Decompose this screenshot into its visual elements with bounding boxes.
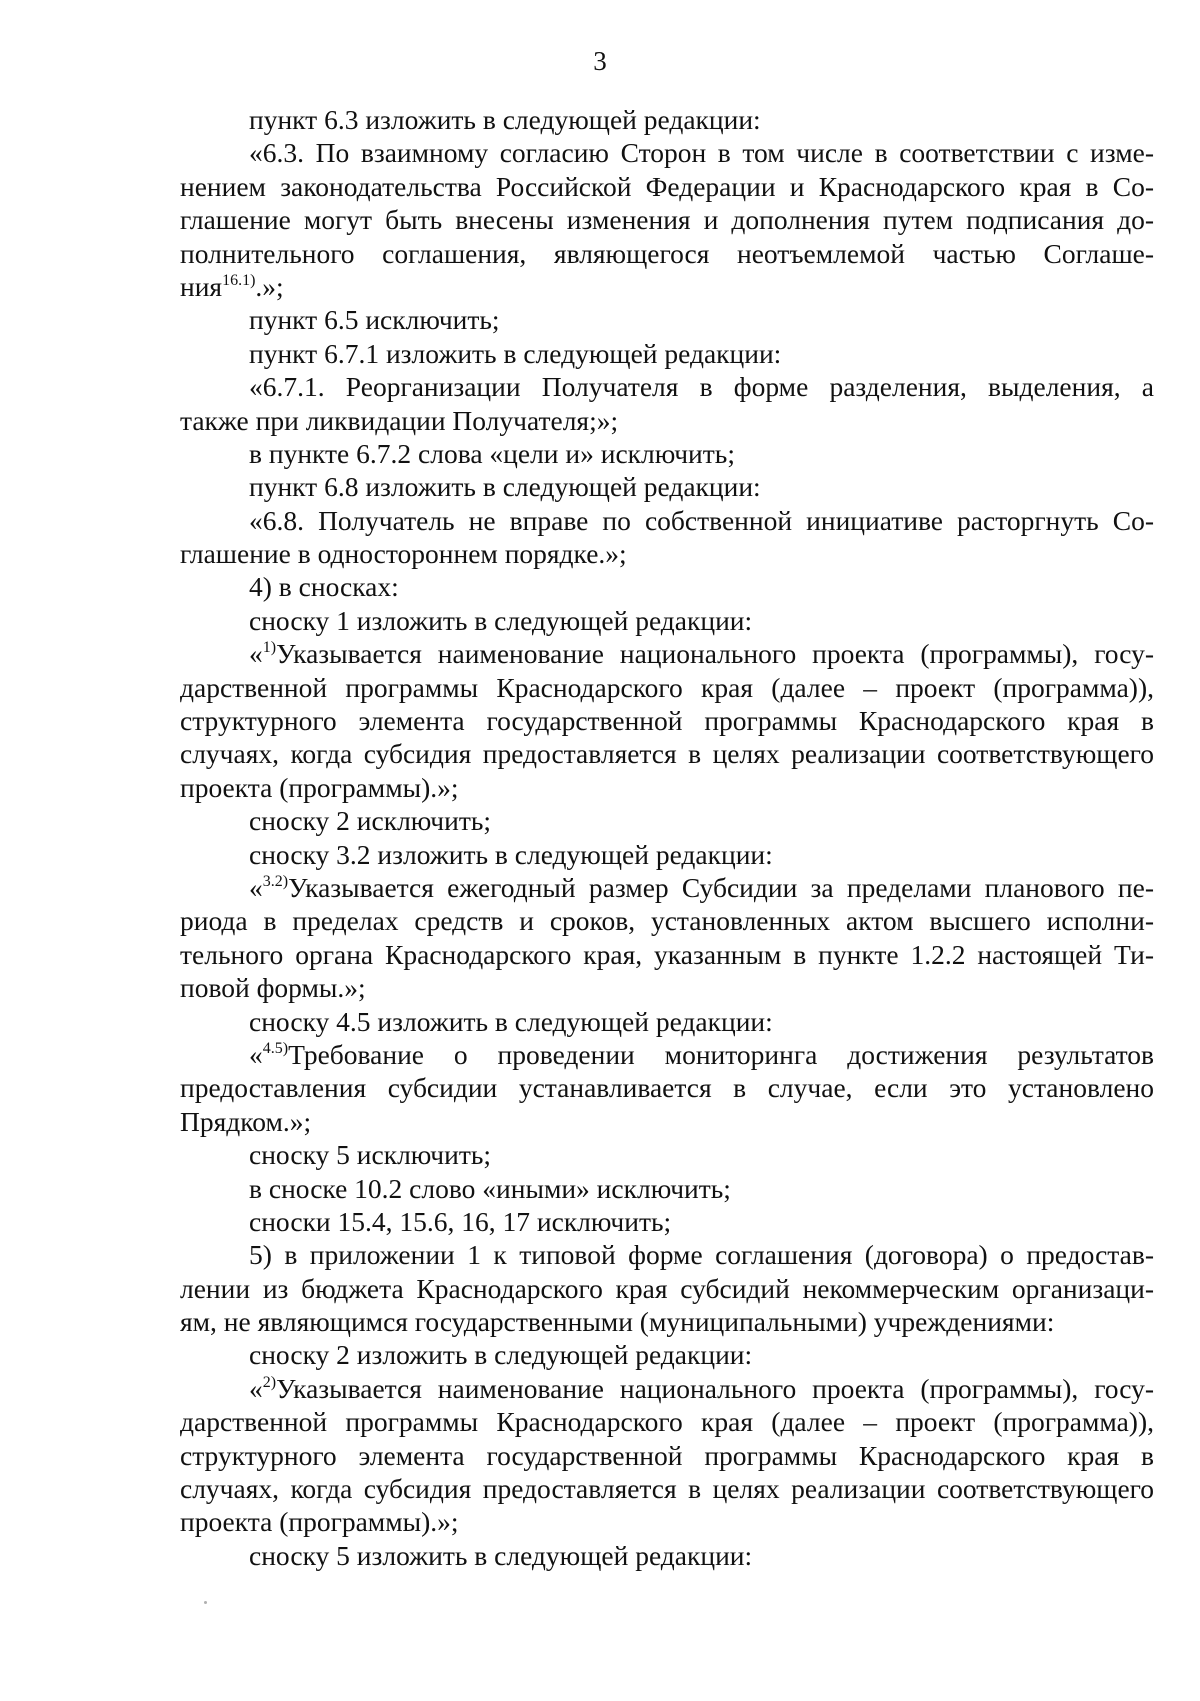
text-line xyxy=(180,637,1154,670)
text-line: в сноске 10.2 слово «иными» исключить; xyxy=(249,1172,731,1204)
text-line xyxy=(180,1038,1154,1071)
text-fragment: ния xyxy=(180,270,223,302)
text-line: нением законодательства Российской Федерации и Краснодарского края в Со- xyxy=(180,170,1154,202)
text-line: пункт 6.5 исключить; xyxy=(249,304,500,336)
text-line: сноску 5 изложить в следующей редакции: xyxy=(249,1539,753,1571)
text-line: также при ликвидации Получателя;»; xyxy=(180,404,619,436)
text-line: сноску 4.5 изложить в следующей редакции: xyxy=(249,1005,773,1037)
text-line: в пункте 6.7.2 слова «цели и» исключить; xyxy=(249,437,735,469)
text-line: лении из бюджета Краснодарского края субсидий некоммерческим организаци- xyxy=(180,1272,1154,1304)
footnote-marker: 16.1) xyxy=(222,271,256,289)
footnote-marker: 4.5) xyxy=(262,1039,289,1057)
text-line: дарственной программы Краснодарского края (далее – проект (программа)), xyxy=(180,1406,1154,1438)
text-line: глашение могут быть внесены изменения и дополнения путем подписания до- xyxy=(180,204,1154,236)
text-line: сноску 3.2 изложить в следующей редакции: xyxy=(249,838,773,870)
text-line: случаях, когда субсидия предоставляется в целях реализации соответствующего xyxy=(180,738,1154,770)
text-fragment: « xyxy=(249,1372,263,1404)
footnote-marker: 2) xyxy=(262,1373,277,1391)
text-fragment: Указывается ежегодный размер Субсидии за пределами планового пе- xyxy=(288,871,1154,903)
text-line: проекта (программы).»; xyxy=(180,1506,459,1538)
text-line: пункт 6.8 изложить в следующей редакции: xyxy=(249,471,761,503)
text-line xyxy=(180,871,1154,904)
text-line: сноску 2 исключить; xyxy=(249,805,492,837)
text-line: «6.8. Получатель не вправе по собственной инициативе расторгнуть Со- xyxy=(249,504,1154,536)
text-line: сноски 15.4, 15.6, 16, 17 исключить; xyxy=(249,1205,672,1237)
text-line: Прядком.»; xyxy=(180,1105,312,1137)
text-line: сноску 5 исключить; xyxy=(249,1139,492,1171)
text-line: проекта (программы).»; xyxy=(180,771,459,803)
text-line: структурного элемента государственной программы Краснодарского края в xyxy=(180,1439,1154,1471)
text-line: предоставления субсидии устанавливается в случае, если это установлено xyxy=(180,1072,1154,1104)
text-line: пункт 6.3 изложить в следующей редакции: xyxy=(249,104,761,135)
text-line xyxy=(180,270,1154,303)
text-fragment: Требование о проведении мониторинга достижения результатов xyxy=(288,1038,1154,1070)
text-line: сноску 2 изложить в следующей редакции: xyxy=(249,1339,753,1371)
text-line: ям, не являющимся государственными (муниципальными) учреждениями: xyxy=(180,1306,1055,1338)
text-line: глашение в одностороннем порядке.»; xyxy=(180,538,627,570)
text-line: дарственной программы Краснодарского края (далее – проект (программа)), xyxy=(180,671,1154,703)
text-line: пункт 6.7.1 изложить в следующей редакции: xyxy=(249,337,782,369)
text-line: «6.3. По взаимному согласию Сторон в том числе в соответствии с изме- xyxy=(249,137,1154,169)
footnote-marker: 3.2) xyxy=(262,872,289,890)
text-fragment: « xyxy=(249,871,263,903)
text-fragment: « xyxy=(249,1038,263,1070)
footnote-marker: 1) xyxy=(262,639,277,657)
text-line: 4) в сносках: xyxy=(249,571,399,603)
text-line: повой формы.»; xyxy=(180,972,366,1004)
text-fragment: Указывается наименование национального проекта (программы), госу- xyxy=(276,1372,1154,1404)
document-body xyxy=(180,103,1154,1572)
text-line xyxy=(180,1372,1154,1405)
scan-speck xyxy=(204,1601,207,1604)
text-line: полнительного соглашения, являющегося неотъемлемой частью Соглаше- xyxy=(180,237,1154,269)
text-line: 5) в приложении 1 к типовой форме соглашения (договора) о предостав- xyxy=(249,1239,1154,1271)
text-line: тельного органа Краснодарского края, указанным в пункте 1.2.2 настоящей Ти- xyxy=(180,938,1154,970)
text-line: структурного элемента государственной программы Краснодарского края в xyxy=(180,705,1154,737)
page-number: 3 xyxy=(593,46,607,76)
text-fragment: Указывается наименование национального проекта (программы), госу- xyxy=(276,638,1154,670)
text-line: случаях, когда субсидия предоставляется в целях реализации соответствующего xyxy=(180,1473,1154,1505)
text-line: сноску 1 изложить в следующей редакции: xyxy=(249,604,753,636)
text-line: «6.7.1. Реорганизации Получателя в форме разделения, выделения, а xyxy=(249,371,1154,403)
text-fragment: .»; xyxy=(255,270,284,302)
text-fragment: « xyxy=(249,638,263,670)
text-line: риода в пределах средств и сроков, установленных актом высшего исполни- xyxy=(180,905,1154,937)
